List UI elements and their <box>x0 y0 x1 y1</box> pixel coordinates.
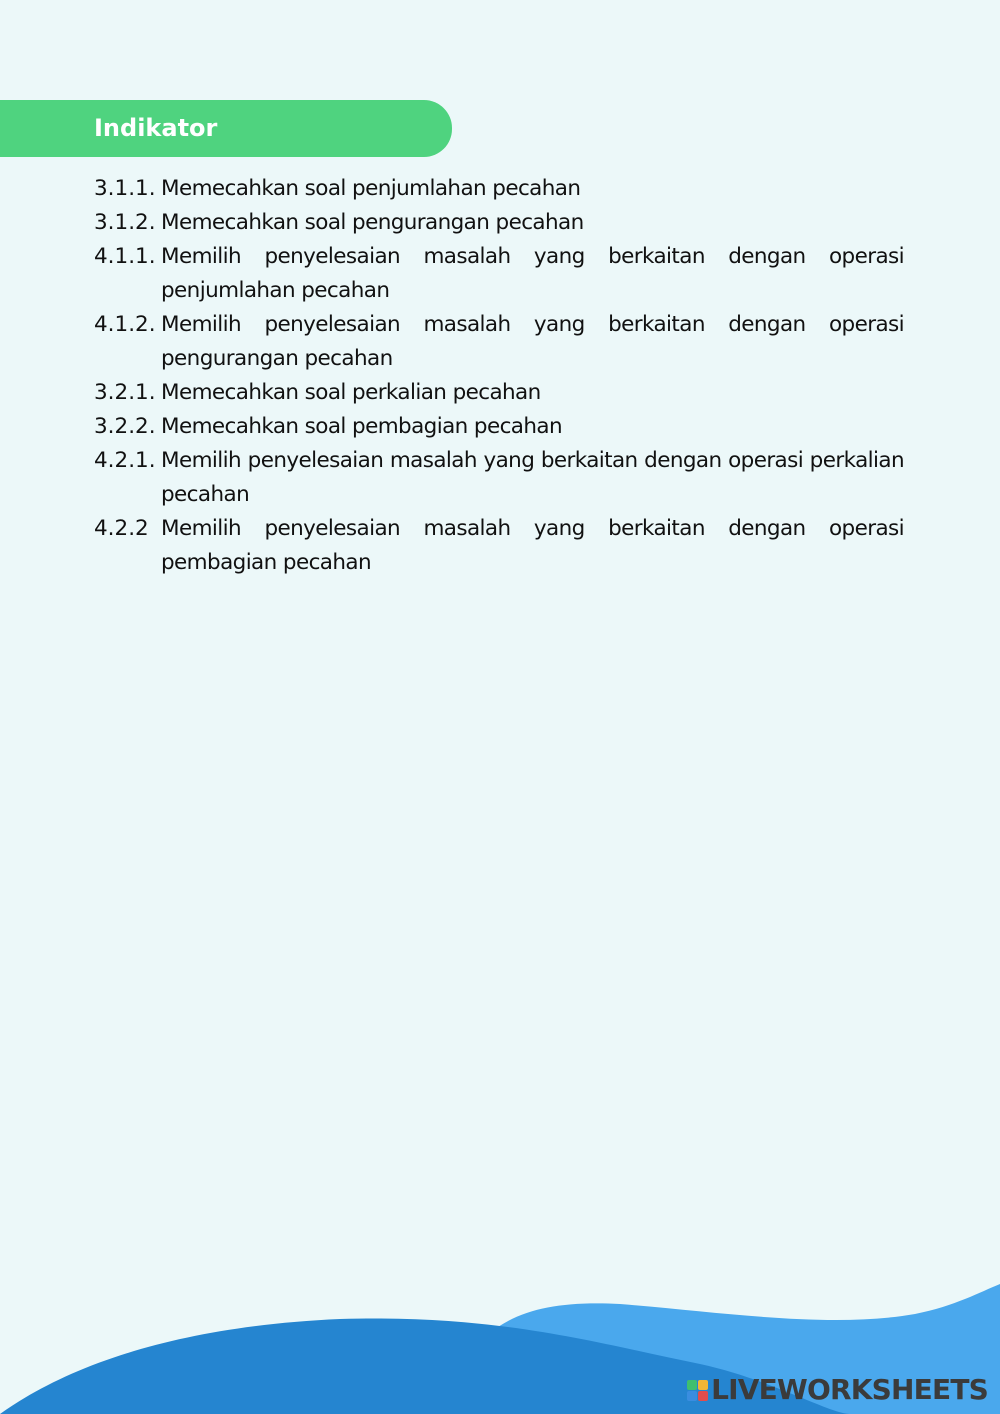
indicator-text: Memecahkan soal pembagian pecahan <box>161 414 563 439</box>
list-item <box>94 206 904 240</box>
liveworksheets-logo-icon <box>687 1380 708 1401</box>
section-title: Indikator <box>94 114 218 142</box>
indicator-number: 4.2.2 <box>94 516 149 541</box>
indicator-text: Memecahkan soal pengurangan pecahan <box>161 210 584 235</box>
list-item <box>94 308 904 376</box>
list-item <box>94 376 904 410</box>
list-item <box>94 444 904 512</box>
indicator-number: 4.2.1. <box>94 448 156 473</box>
section-header-bar <box>0 100 452 157</box>
indicator-number: 3.2.2. <box>94 414 156 439</box>
indicator-list <box>94 172 904 580</box>
indicator-number: 4.1.1. <box>94 244 156 269</box>
indicator-text: Memilih penyelesaian masalah yang berkaitan dengan operasi penjumlahan pecahan <box>161 244 904 303</box>
indicator-text: Memecahkan soal penjumlahan pecahan <box>161 176 581 201</box>
indicator-number: 3.1.1. <box>94 176 156 201</box>
indicator-number: 3.1.2. <box>94 210 156 235</box>
list-item <box>94 172 904 206</box>
indicator-number: 3.2.1. <box>94 380 156 405</box>
liveworksheets-brand <box>687 1372 988 1408</box>
list-item <box>94 410 904 444</box>
indicator-number: 4.1.2. <box>94 312 156 337</box>
indicator-text: Memilih penyelesaian masalah yang berkaitan dengan operasi perkalian pecahan <box>161 448 904 507</box>
list-item <box>94 512 904 580</box>
indicator-text: Memilih penyelesaian masalah yang berkaitan dengan operasi pengurangan pecahan <box>161 312 904 371</box>
indicator-text: Memilih penyelesaian masalah yang berkaitan dengan operasi pembagian pecahan <box>161 516 904 575</box>
list-item <box>94 240 904 308</box>
indicator-text: Memecahkan soal perkalian pecahan <box>161 380 541 405</box>
brand-wordmark: LIVEWORKSHEETS <box>711 1373 988 1406</box>
